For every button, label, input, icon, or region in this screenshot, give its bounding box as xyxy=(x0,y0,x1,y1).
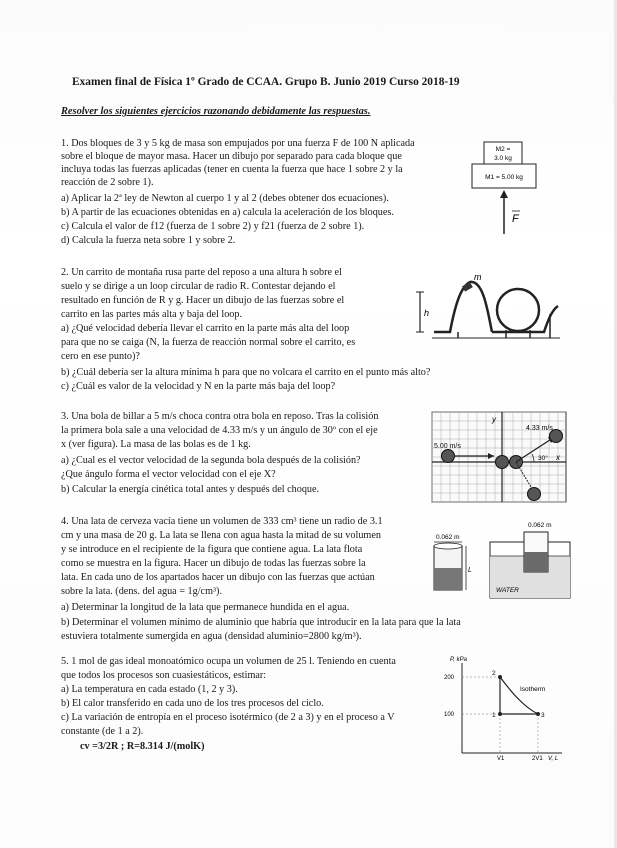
pv-y-label: P, kPa xyxy=(450,657,467,663)
problem-1-line: sobre el bloque de mayor masa. Hacer un dibujo por separado para cada bloque que xyxy=(61,151,402,162)
problem-5-line: 5. 1 mol de gas ideal monoatómico ocupa un volumen de 25 l. Teniendo en cuenta xyxy=(61,656,396,667)
process-2-3-isotherm xyxy=(500,677,538,714)
pv-diagram-figure xyxy=(440,653,564,761)
can-length-label: L xyxy=(468,567,472,574)
problem-4-line: cm y una masa de 20 g. La lata se llena con agua hasta la mitad de su volumen xyxy=(61,530,381,541)
water-label: WATER xyxy=(496,587,519,594)
force-arrow-head xyxy=(500,190,508,198)
mass-label: m xyxy=(474,272,482,282)
isotherm-label: Isotherm xyxy=(520,686,546,693)
problem-3-part-a: a) ¿Cual es el vector velocidad de la segunda bola después de la colisión? xyxy=(61,455,361,466)
x-axis-label: x xyxy=(556,453,560,462)
problem-4-part-a: a) Determinar la longitud de la lata que permanece hundida en el agua. xyxy=(61,602,350,613)
pv-tick-200: 200 xyxy=(444,675,455,681)
problem-1-part-d: d) Calcula la fuerza neta sobre 1 y sobre 2. xyxy=(61,235,236,246)
problem-3-line: x (ver figura). La masa de las bolas es de 1 kg. xyxy=(61,439,251,450)
problem-3-part-b: b) Calcular la energía cinética total antes y después del choque. xyxy=(61,484,320,495)
can-diameter-label: 0.062 m xyxy=(436,534,460,541)
can-water-fill xyxy=(434,568,462,590)
stacked-blocks-figure xyxy=(468,140,540,238)
floating-can-fill xyxy=(524,552,548,572)
ball-after-2 xyxy=(528,488,541,501)
problem-5-constants: cv =3/2R ; R=8.314 J/(molK) xyxy=(80,741,205,752)
state-3-label: 3 xyxy=(541,712,545,719)
roller-coaster-figure xyxy=(414,270,560,342)
block-m2-label-a: M2 = xyxy=(495,146,511,153)
problem-2-line: 2. Un carrito de montaña rusa parte del reposo a una altura h sobre el xyxy=(61,267,342,278)
problem-1-line: 1. Dos bloques de 3 y 5 kg de masa son empujados por una fuerza F de 100 N aplicada xyxy=(61,138,415,149)
problem-2-line: carrito en las partes más alta y baja del loop. xyxy=(61,309,243,320)
problem-4-line: y se introduce en el recipiente de la figura que contiene agua. La lata flota xyxy=(61,544,363,555)
problem-4-line: 4. Una lata de cerveza vacía tiene un volumen de 333 cm³ tiene un radio de 3.1 xyxy=(61,516,383,527)
can-in-water-figure xyxy=(424,518,574,602)
problem-5-part-b: b) El calor transferido en cada uno de los tres procesos del ciclo. xyxy=(61,698,324,709)
pv-x-label: V, L xyxy=(548,756,559,761)
problem-3-line: 3. Una bola de billar a 5 m/s choca contra otra bola en reposo. Tras la colisión xyxy=(61,411,379,422)
problem-3-line: ¿Que ángulo forma el vector velocidad con el eje X? xyxy=(61,469,276,480)
block-m2-label-b: 3.0 kg xyxy=(494,155,512,162)
ball-initial xyxy=(442,450,455,463)
incoming-velocity-label: 5.00 m/s xyxy=(434,443,461,450)
problem-2-part-a: a) ¿Qué velocidad debería llevar el carrito en la parte más alta del loop xyxy=(61,323,350,334)
problem-2-line: cero en ese punto)? xyxy=(61,351,140,362)
problem-1-part-b: b) A partir de las ecuaciones obtenidas en a) calcula la aceleración de los bloques. xyxy=(61,207,394,218)
problem-5-part-a: a) La temperatura en cada estado (1, 2 y 3). xyxy=(61,684,238,695)
problem-2-line: suelo y se dirige a un loop circular de radio R. Contestar dejando el xyxy=(61,281,336,292)
outgoing-velocity-label: 4.33 m/s xyxy=(526,425,553,432)
force-label: F xyxy=(512,213,519,225)
pv-tick-100: 100 xyxy=(444,712,455,718)
problem-5-line: que todos los procesos son cuasiestáticos, estimar: xyxy=(61,670,267,681)
billiard-collision-figure xyxy=(430,410,570,506)
problem-1-part-a: a) Aplicar la 2ª ley de Newton al cuerpo 1 y al 2 (debes obtener dos ecuaciones). xyxy=(61,193,389,204)
problem-1-part-c: c) Calcula el valor de f12 (fuerza de 1 sobre 2) y f21 (fuerza de 2 sobre 1). xyxy=(61,221,365,232)
can-diameter-label-2: 0.062 m xyxy=(528,522,552,529)
problem-2-line: resultado en función de R y g. Hacer un dibujo de las fuerzas sobre el xyxy=(61,295,345,306)
problem-4-line: estuviera totalmente sumergida en agua (densidad aluminio=2800 kg/m³). xyxy=(61,631,362,642)
loop-track xyxy=(497,289,539,331)
problem-2-line: para que no se caiga (N, la fuerza de reacción normal sobre el carrito, es xyxy=(61,337,356,348)
problem-4-part-b: b) Determinar el volumen mínimo de aluminio que habría que introducir en la lata para que la lata xyxy=(61,617,461,628)
state-3-point xyxy=(536,712,540,716)
track-exit xyxy=(492,306,558,332)
height-label: h xyxy=(424,308,430,318)
state-2-label: 2 xyxy=(492,670,496,677)
problem-2-part-b: b) ¿Cuál debería ser la altura mínima h para que no volcara el carrito en el punto más alto? xyxy=(61,367,431,378)
problem-5-line: constante (de 1 a 2). xyxy=(61,726,144,737)
problem-1-line: incluya todas las fuerzas aplicadas (tener en cuenta la fuerza que hace 1 sobre 2 y la xyxy=(61,164,403,175)
state-2-point xyxy=(498,675,502,679)
problem-4-line: sobre la lata. (dens. del agua = 1g/cm³). xyxy=(61,586,222,597)
problem-5-part-c: c) La variación de entropía en el proceso isotérmico (de 2 a 3) y en el proceso a V xyxy=(61,712,395,723)
exam-instructions: Resolver los siguientes ejercicios razonando debidamente las respuestas. xyxy=(61,106,371,117)
ball-collision-a xyxy=(496,456,509,469)
problem-3-line: la primera bola sale a una velocidad de 4.33 m/s y un ángulo de 30º con el eje xyxy=(61,425,378,436)
pv-tick-2v1: 2V1 xyxy=(532,756,543,761)
problem-4-line: lata. En cada uno de los apartados hacer un dibujo con las fuerzas que actúan xyxy=(61,572,375,583)
problem-2-part-c: c) ¿Cuál es valor de la velocidad y N en la parte más baja del loop? xyxy=(61,381,336,392)
state-1-label: 1 xyxy=(492,712,496,719)
y-axis-label: y xyxy=(492,415,496,424)
pv-tick-v1: V1 xyxy=(497,756,505,761)
block-m1-label: M1 = 5.00 kg xyxy=(485,174,523,181)
state-1-point xyxy=(498,712,502,716)
exam-title: Examen final de Física 1º Grado de CCAA. Grupo B. Junio 2019 Curso 2018-19 xyxy=(72,76,460,88)
problem-4-line: como se muestra en la figura. Hacer un dibujo de todas las fuerzas sobre la xyxy=(61,558,366,569)
track-ramp xyxy=(434,282,492,332)
angle-label: 30° xyxy=(538,455,548,462)
problem-1-line: reacción de 2 sobre 1). xyxy=(61,177,154,188)
